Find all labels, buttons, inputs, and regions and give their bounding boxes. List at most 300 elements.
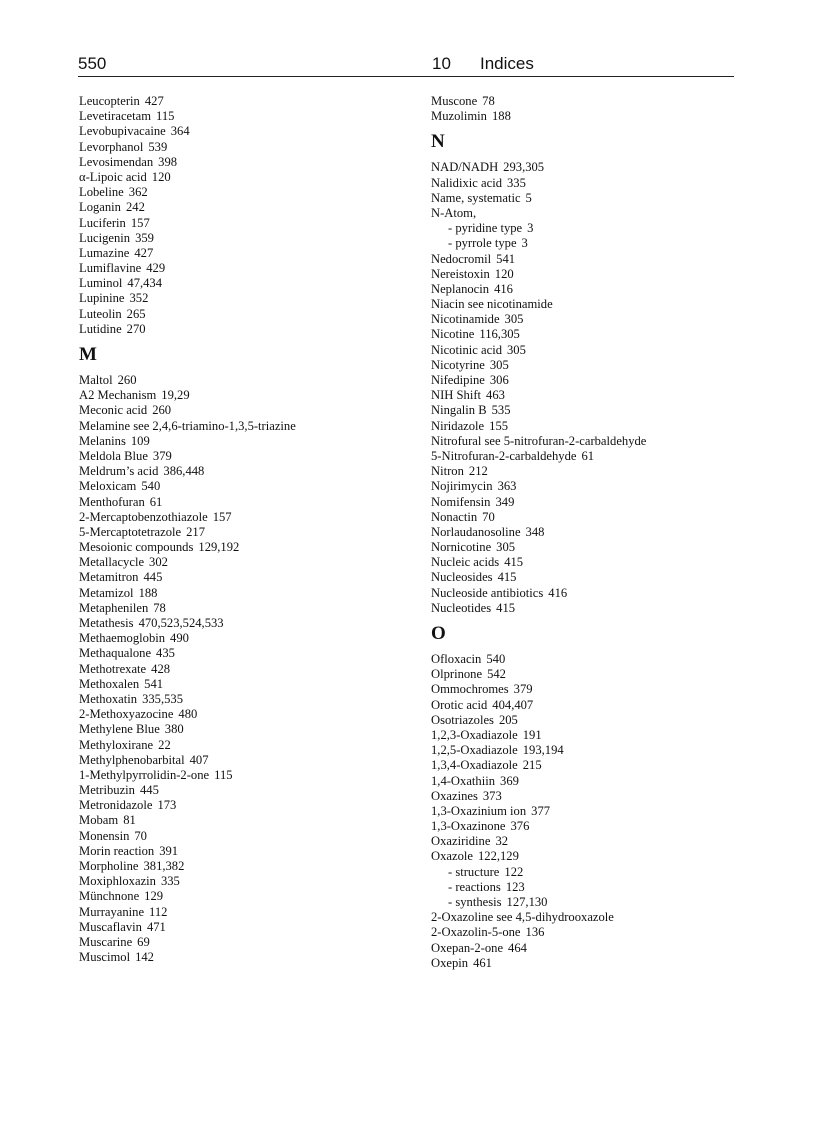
index-pages: 539 [148,139,168,154]
index-entry [79,631,399,646]
index-term: 2-Methoxyazocine [79,707,174,722]
index-entry [431,743,731,758]
index-pages: 293,305 [503,160,545,175]
index-term: - structure [448,864,500,879]
index-term: Leucopterin [79,94,140,108]
index-term: 1-Methylpyrrolidin-2-one [79,767,210,782]
index-subentry [431,865,731,880]
index-pages: 302 [149,555,168,570]
index-pages: 416 [494,281,513,296]
index-term: 5-Nitrofuran-2-carbaldehyde [431,448,577,463]
index-term: 2-Oxazolin-5-one [431,925,521,940]
index-term: Levosimendan [79,154,154,169]
index-pages: 188 [138,585,158,600]
index-entry [79,373,399,388]
index-pages: 376 [510,819,530,834]
index-pages: 415 [504,555,524,570]
index-pages: 429 [146,261,166,276]
index-entry [79,905,399,920]
index-pages: 115 [156,109,175,124]
index-term: - pyrrole type [448,236,517,251]
index-entry [431,540,731,555]
index-term: Nalidixic acid [431,175,502,190]
index-entry [431,849,731,864]
index-pages: 352 [129,291,149,306]
index-entry [79,231,399,246]
index-term: Lupinine [79,291,125,306]
index-pages: 155 [489,418,509,433]
index-pages: 157 [212,509,232,524]
index-entry [79,170,399,185]
index-term: Methaqualone [79,646,152,661]
index-entry [79,155,399,170]
index-entry [79,464,399,479]
index-entry [431,343,731,358]
index-pages: 112 [149,904,168,919]
index-pages: 335,535 [142,691,183,706]
index-entry [79,540,399,555]
index-term: Orotic acid [431,697,488,712]
index-entry [79,570,399,585]
index-term: Nifedipine [431,373,485,387]
index-pages: 391 [159,843,179,858]
index-term: Oxepan-2-one [431,940,504,955]
index-term: 2-Mercaptobenzothiazole [79,509,208,524]
index-pages: 470,523,524,533 [138,616,224,630]
index-entry [79,185,399,200]
index-entry [79,140,399,155]
index-term: Lutidine [79,321,122,336]
index-entry [431,449,731,464]
index-entry [79,738,399,753]
index-entry [79,844,399,859]
index-term: Monensin [79,828,130,843]
index-pages: 445 [139,783,159,798]
index-subentry [431,236,731,251]
index-entry [431,834,731,849]
index-pages: 205 [498,712,518,727]
index-entry [431,312,731,327]
index-entry [79,950,399,965]
index-entry [431,819,731,834]
section-letter [431,621,731,646]
index-pages: 260 [152,403,172,418]
index-term: Lobeline [79,185,124,200]
index-entry [79,662,399,677]
index-pages: 445 [143,570,163,585]
index-term: 1,2,3-Oxadiazole [431,727,518,742]
index-entry [79,495,399,510]
index-term: Levobupivacaine [79,124,166,139]
index-entry [431,713,731,728]
index-term: Niacin see nicotinamide [431,297,553,312]
index-pages: 61 [149,494,163,509]
index-entry [431,941,731,956]
index-entry [79,874,399,889]
index-subentry [431,895,731,910]
index-term: Luminol [79,276,123,291]
index-term: - pyridine type [448,221,523,236]
index-pages: 540 [141,479,161,494]
index-pages: 188 [491,109,511,124]
index-entry [79,920,399,935]
index-entry [79,646,399,661]
index-pages: 364 [170,124,190,139]
index-term: O [431,623,446,644]
index-term: Nicotine [431,327,475,342]
index-term: Neplanocin [431,281,490,296]
index-pages: 363 [497,479,517,494]
index-pages: 541 [496,251,516,266]
index-entry [431,419,731,434]
index-entry [431,586,731,601]
index-term: Maltol [79,373,113,387]
index-entry [431,109,731,124]
index-term: Methylphenobarbital [79,752,185,767]
index-term: Methaemoglobin [79,631,166,646]
index-entry [431,910,731,925]
index-term: - reactions [448,879,501,894]
index-term: Nitrofural see 5-nitrofuran-2-carbaldehyde [431,433,647,448]
index-pages: 407 [189,752,209,767]
index-entry [79,449,399,464]
index-term: 1,3-Oxazinium ion [431,803,527,818]
index-entry [431,925,731,940]
index-pages: 19,29 [161,388,190,403]
index-pages: 305 [507,342,526,357]
index-entry [431,682,731,697]
index-term: Nojirimycin [431,479,493,494]
index-pages: 381,382 [143,859,185,873]
index-entry [79,124,399,139]
index-entry [431,176,731,191]
index-pages: 373 [482,788,502,803]
index-pages: 359 [135,230,154,245]
index-entry [79,768,399,783]
index-pages: 127,130 [506,895,548,909]
index-term: Meconic acid [79,403,148,418]
index-term: Levetiracetam [79,109,152,124]
index-term: Nucleoside antibiotics [431,585,544,600]
index-entry [431,555,731,570]
index-term: Luteolin [79,306,122,321]
index-entry [79,291,399,306]
index-pages: 270 [126,321,146,336]
index-pages: 116,305 [479,327,520,342]
index-term: Meldola Blue [79,448,148,463]
index-term: Muscone [431,94,478,108]
index-pages: 3 [527,221,534,236]
index-pages: 542 [487,667,506,682]
index-pages: 3 [521,236,528,251]
index-pages: 47,434 [127,276,163,291]
index-term: Nornicotine [431,540,492,555]
index-pages: 306 [489,373,509,387]
index-term: Nicotinamide [431,312,500,327]
index-pages: 265 [126,306,146,321]
index-term: Münchnone [79,889,140,904]
index-term: Nonactin [431,509,478,524]
index-term: Lumiflavine [79,261,142,276]
index-entry [79,783,399,798]
index-pages: 540 [486,652,506,666]
index-entry [431,206,731,221]
index-pages: 377 [531,803,551,818]
index-term: Oxaziridine [431,834,491,849]
index-pages: 78 [153,600,166,615]
index-column-left [79,94,399,965]
index-entry [79,829,399,844]
index-term: Metathesis [79,616,134,630]
index-term: Metaphenilen [79,600,149,615]
index-term: Methoxalen [79,676,140,691]
index-entry [79,601,399,616]
index-pages: 461 [473,955,492,970]
index-term: Lucigenin [79,230,131,245]
chapter-title: Indices [480,54,534,73]
index-entry [79,276,399,291]
index-term: Methylene Blue [79,722,160,737]
index-entry [79,935,399,950]
index-entry [79,246,399,261]
index-term: Nedocromil [431,251,492,266]
index-entry [79,722,399,737]
index-term: 1,2,5-Oxadiazole [431,743,518,758]
index-pages: 380 [164,722,184,737]
index-entry [431,282,731,297]
index-term: Ommochromes [431,682,509,697]
index-entry [79,388,399,403]
index-entry [431,510,731,525]
index-entry [431,495,731,510]
index-entry [79,692,399,707]
header-rule [78,76,734,77]
index-pages: 335 [160,874,180,889]
index-term: M [79,344,97,365]
index-pages: 215 [522,758,542,773]
index-entry [79,322,399,337]
index-term: 5-Mercaptotetrazole [79,524,182,539]
index-term: Ofloxacin [431,652,482,666]
index-entry [431,388,731,403]
index-pages: 81 [123,813,136,828]
index-term: α-Lipoic acid [79,169,147,184]
index-pages: 120 [151,169,171,184]
index-pages: 260 [117,373,137,387]
index-term: Nicotinic acid [431,342,502,357]
index-pages: 129,192 [198,540,240,555]
index-term: Muscarine [79,934,133,949]
index-term: Muscimol [79,950,131,965]
index-pages: 416 [548,585,568,600]
index-entry [79,307,399,322]
index-term: Nucleic acids [431,555,500,570]
index-pages: 173 [157,798,177,813]
index-pages: 335 [507,175,526,190]
page-number: 550 [78,54,107,73]
index-pages: 398 [158,154,178,169]
index-term: Melanins [79,433,126,448]
index-pages: 427 [144,94,164,108]
index-pages: 541 [144,676,164,691]
index-entry [431,327,731,342]
index-term: 1,4-Oxathiin [431,773,496,788]
index-entry [431,403,731,418]
index-pages: 61 [581,448,595,463]
index-entry [431,525,731,540]
index-entry [431,252,731,267]
index-term: Loganin [79,200,121,215]
chapter-number: 10 [432,54,451,73]
index-term: Levorphanol [79,139,144,154]
index-term: 1,3,4-Oxadiazole [431,758,518,773]
index-pages: 362 [128,185,148,200]
index-term: Mobam [79,813,119,828]
index-entry [431,464,731,479]
index-pages: 427 [134,245,154,260]
index-term: NIH Shift [431,388,482,403]
index-pages: 193,194 [522,743,564,758]
index-pages: 122,129 [477,849,519,864]
index-pages: 463 [486,388,505,403]
index-entry [79,261,399,276]
index-term: Nicotyrine [431,357,485,372]
index-term: Metamitron [79,570,139,585]
index-term: Methotrexate [79,661,147,676]
index-pages: 415 [496,600,516,615]
index-term: Nereistoxin [431,266,490,281]
index-entry [431,479,731,494]
index-term: Luciferin [79,215,126,230]
index-entry [79,586,399,601]
index-term: Oxazole [431,849,473,864]
index-entry [431,956,731,971]
index-pages: 305 [489,357,509,372]
index-pages: 348 [525,524,545,539]
index-entry [431,789,731,804]
index-term: Metronidazole [79,798,153,813]
index-pages: 415 [497,570,517,585]
index-subentry [431,221,731,236]
index-pages: 136 [525,925,545,940]
index-term: Oxepin [431,955,469,970]
index-pages: 191 [522,727,542,742]
index-term: Meloxicam [79,479,137,494]
index-term: Niridazole [431,418,485,433]
index-term: Moxiphloxazin [79,874,156,889]
index-pages: 70 [482,509,495,524]
index-term: Menthofuran [79,494,145,509]
index-entry [79,813,399,828]
index-pages: 70 [134,828,147,843]
index-term: Olprinone [431,667,483,682]
index-term: Meldrum’s acid [79,464,159,479]
index-term: Metamizol [79,585,134,600]
index-term: Morpholine [79,859,139,873]
index-entry [79,525,399,540]
index-pages: 157 [130,215,150,230]
index-pages: 120 [494,266,514,281]
index-term: N [431,131,445,153]
index-entry [431,434,731,449]
index-entry [431,652,731,667]
index-pages: 22 [158,737,171,752]
index-pages: 535 [491,403,511,418]
index-pages: 379 [513,682,533,697]
index-term: Nomifensin [431,494,491,509]
index-entry [79,403,399,418]
index-term: Oxazines [431,788,478,803]
index-entry [79,200,399,215]
index-term: Morin reaction [79,843,155,858]
index-pages: 386,448 [163,464,205,479]
index-entry [431,774,731,789]
index-pages: 471 [146,919,166,934]
index-entry [79,889,399,904]
index-entry [431,267,731,282]
index-term: Muscaflavin [79,919,142,934]
index-pages: 78 [482,94,495,108]
index-term: Osotriazoles [431,712,494,727]
index-entry [431,728,731,743]
index-entry [79,216,399,231]
index-pages: 464 [508,940,527,955]
index-term: Norlaudanosoline [431,524,521,539]
index-term: Mesoionic compounds [79,540,194,555]
index-entry [79,707,399,722]
index-term: Metallacycle [79,555,145,570]
index-pages: 69 [137,934,150,949]
index-entry [79,434,399,449]
index-pages: 109 [130,433,150,448]
index-term: Metribuzin [79,783,135,798]
index-entry [79,677,399,692]
index-term: Murrayanine [79,904,145,919]
index-term: NAD/NADH [431,160,499,175]
index-pages: 379 [152,448,172,463]
index-term: Lumazine [79,245,130,260]
index-entry [431,94,731,109]
index-entry [431,191,731,206]
index-term: Methoxatin [79,691,138,706]
index-entry [79,419,399,434]
index-term: - synthesis [448,895,502,909]
index-entry [79,859,399,874]
index-entry [431,160,731,175]
index-pages: 217 [186,524,205,539]
index-subentry [431,880,731,895]
index-entry [431,758,731,773]
index-entry [79,753,399,768]
index-entry [431,698,731,713]
index-pages: 305 [504,312,524,327]
index-pages: 369 [500,773,519,788]
index-term: Ningalin B [431,403,487,418]
index-entry [79,479,399,494]
index-entry [431,373,731,388]
index-entry [431,297,731,312]
index-pages: 212 [468,464,488,479]
index-pages: 480 [178,707,198,722]
index-pages: 142 [135,950,154,965]
index-pages: 122 [504,864,524,879]
running-header [78,52,734,76]
index-entry [431,570,731,585]
index-pages: 490 [170,631,189,646]
index-pages: 32 [495,834,509,849]
index-term: Nitron [431,464,464,479]
index-entry [79,510,399,525]
